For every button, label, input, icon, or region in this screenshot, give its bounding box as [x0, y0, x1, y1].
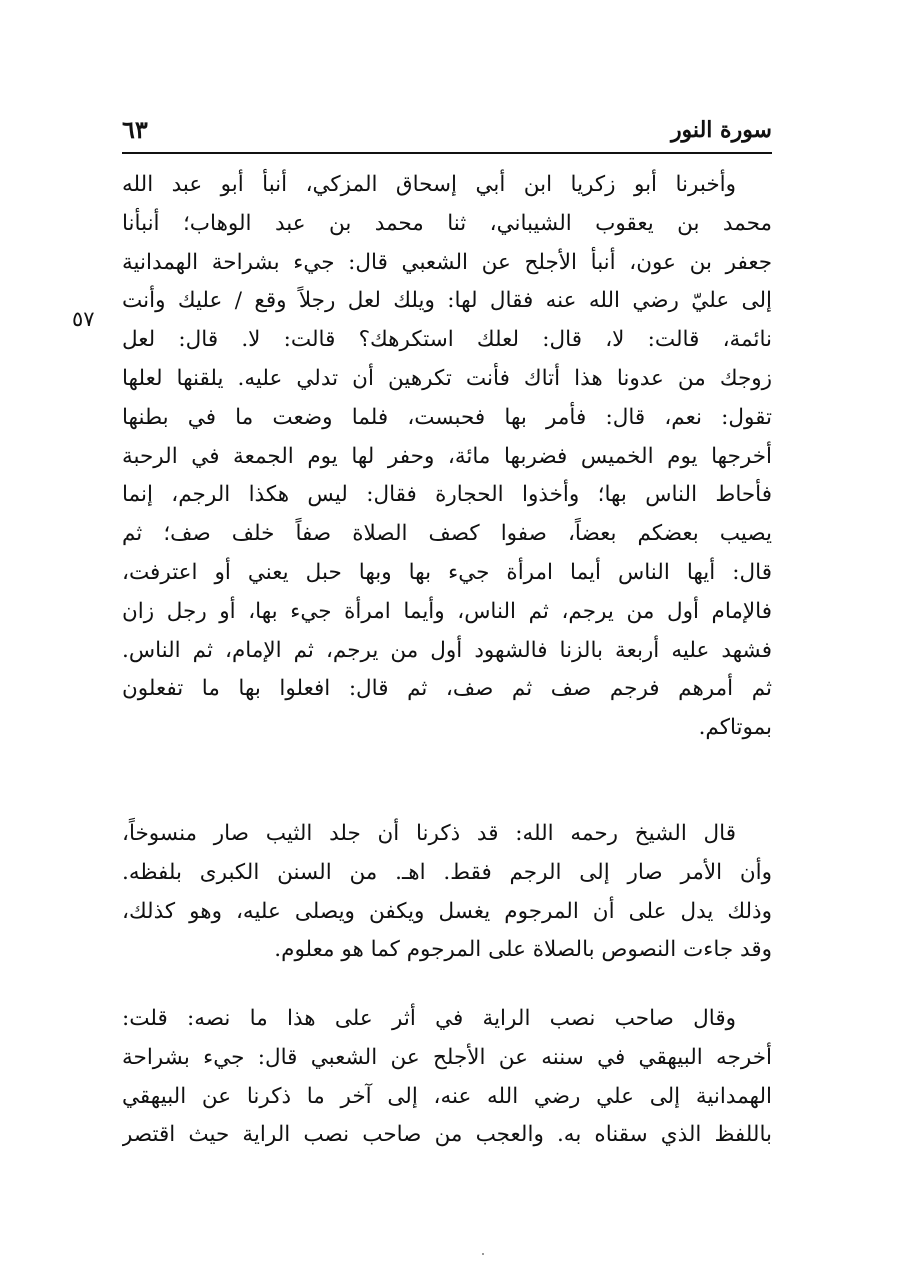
text-line: ثم أمرهم فرجم صف ثم صف، ثم قال: افعلوا بها ما تفعلون: [122, 676, 772, 702]
text-line: نائمة، قالت: لا، قال: لعلك استكرهك؟ قالت: لا. قال: لعل: [122, 327, 772, 353]
text-line: وذلك يدل على أن المرجوم يغسل ويكفن ويصلى عليه، وهو كذلك،: [122, 898, 772, 924]
text-line: إلى عليّ رضي الله عنه فقال لها: ويلك لعل رجلاً وقع / عليك وأنت: [122, 288, 772, 314]
text-line: باللفظ الذي سقناه به. والعجب من صاحب نصب الراية حيث اقتصر: [122, 1122, 772, 1148]
surah-title: سورة النور: [670, 117, 772, 143]
text-line: فشهد عليه أربعة بالزنا فالشهود أول من يرجم، ثم الإمام، ثم الناس.: [122, 637, 772, 663]
text-line: قال الشيخ رحمه الله: قد ذكرنا أن جلد الثيب صار منسوخاً،: [122, 821, 736, 846]
text-line: وقال صاحب نصب الراية في أثر على هذا ما نصه: قلت:: [122, 1006, 736, 1031]
paragraph-1: [122, 166, 772, 748]
text-line: بموتاكم.: [698, 715, 772, 741]
text-line: تقول: نعم، قال: فأمر بها فحبست، فلما وضعت ما في بطنها: [122, 404, 772, 430]
text-line: وأن الأمر صار إلى الرجم فقط. اهـ. من السنن الكبرى بلفظه.: [122, 859, 772, 885]
text-line: محمد بن يعقوب الشيباني، ثنا محمد بن عبد الوهاب؛ أنبأنا: [122, 210, 772, 236]
text-line: الهمدانية إلى علي رضي الله عنه، إلى آخر ما ذكرنا عن البيهقي: [122, 1083, 772, 1109]
paragraph-3: [122, 1000, 772, 1155]
text-line: جعفر بن عون، أنبأ الأجلح عن الشعبي قال: جيء بشراحة الهمدانية: [122, 249, 772, 275]
text-line: قال: أيها الناس أيما امرأة جيء بها وبها حبل يعني أو اعترفت،: [122, 559, 772, 585]
text-line: زوجك من عدونا هذا أتاك فأنت تكرهين أن تدلي عليه. يلقنها لعلها: [122, 365, 772, 391]
text-line: وقد جاءت النصوص بالصلاة على المرجوم كما هو معلوم.: [274, 937, 772, 963]
text-line: يصيب بعضكم بعضاً، صفوا كصف الصلاة صفاً خلف صف؛ ثم: [122, 521, 772, 547]
text-line: أخرجها يوم الخميس فضربها مائة، وحفر لها يوم الجمعة في الرحبة: [122, 443, 772, 469]
text-line: أخرجه البيهقي في سننه عن الأجلح عن الشعبي قال: جيء بشراحة: [122, 1044, 772, 1070]
header-divider: [122, 152, 772, 154]
text-line: فالإمام أول من يرجم، ثم الناس، وأيما امرأة جيء بها، أو رجل زان: [122, 598, 772, 624]
scan-speck: [482, 1253, 484, 1255]
text-line: فأحاط الناس بها؛ وأخذوا الحجارة فقال: ليس هكذا الرجم، إنما: [122, 482, 772, 508]
running-header: [122, 112, 772, 148]
margin-page-reference: ٥٧: [72, 307, 95, 331]
paragraph-2: [122, 815, 772, 970]
page-number: ٦٣: [122, 115, 148, 144]
text-line: وأخبرنا أبو زكريا ابن أبي إسحاق المزكي، أنبأ أبو عبد الله: [122, 172, 736, 197]
